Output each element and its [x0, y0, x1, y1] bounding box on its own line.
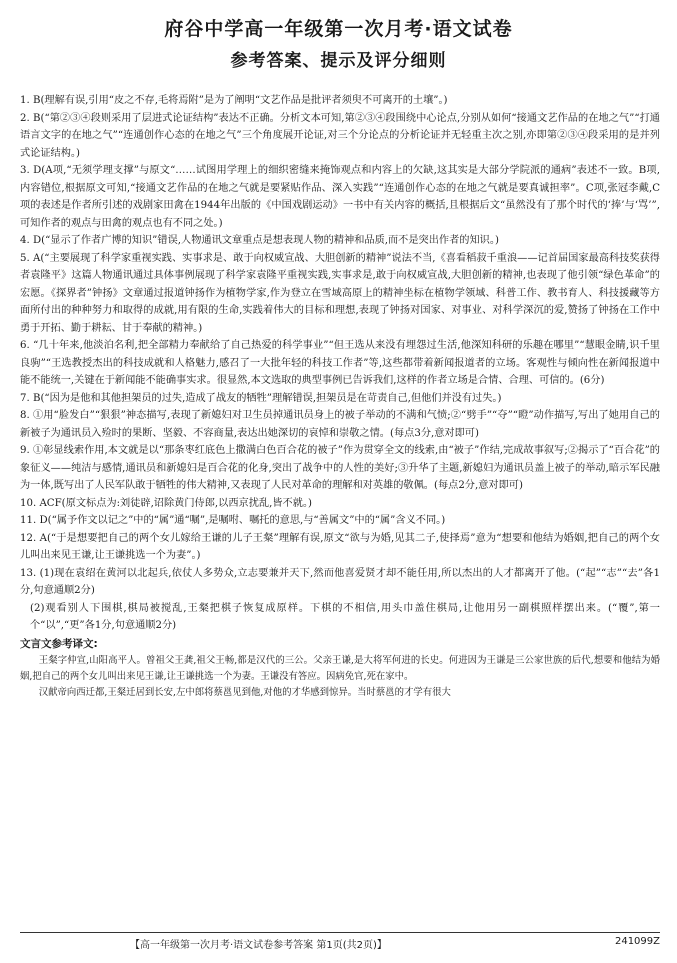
footer-page-info: 【高一年级第一次月考·语文试卷参考答案 第1页(共2页)】 [130, 940, 387, 951]
page-title: 府谷中学高一年级第一次月考·语文试卷 [164, 18, 513, 40]
translation-paragraph-1: 王粲字仲宣,山阳高平人。曾祖父王龚,祖父王畅,都是汉代的三公。父亲王谦,是大将军何进的长史。何进因为王谦是三公家世族的后代,想要和他结为婚姻,把自己的两个女儿叫出来见王谦,让王谦挑选一个为妻。王谦没有答应。因病免官,死在家中。 [20, 655, 660, 682]
translation-heading: 文言文参考译文: [20, 637, 98, 650]
translation-paragraph-2: 汉献帝向西迁都,王粲迁居到长安,左中郎将蔡邕见到他,对他的才华感到惊异。当时蔡邕的才学有很大 [38, 687, 451, 698]
answer-4: 4. D(“显示了作者广博的知识”错误,人物通讯文章重点是想表现人物的精神和品质,而不是突出作者的知识。) [20, 235, 499, 246]
answer-6: 6. “几十年来,他淡泊名利,把全部精力奉献给了自己热爱的科学事业”“但王选从来没有埋怨过生活,他深知科研的乐趣在哪里”“慧眼金睛,识千里良驹”“王选教授杰出的科技成就和人格魅力,感召了一大批年轻的科技工作者”等,这些都带着新闻报道者的立场。客观性与倾向性在新闻报道中能不能统一,关键在于新闻能不能确事实求。很显然,本文选取的典型事例已告诉我们,这样的作者立场是合情、合理、可信的。(6分) [20, 340, 660, 386]
answer-12: 12. A(“于是想要把自己的两个女儿嫁给王谦的儿子王粲”理解有误,原文“欲与为婚,见其二子,使择焉”意为“想要和他结为婚姻,把自己的两个女儿叫出来见王谦,让王谦挑选一个为妻”。) [20, 532, 660, 561]
answer-9: 9. ①彰显线索作用,本文就是以“那条枣红底色上撒满白色百合花的被子”作为贯穿全文的线索,由“被子”作结,完成故事叙写;②揭示了“百合花”的象征义——纯洁与感情,通讯员和新媳妇是百合花的化身,突出了战争中的人性的美好;③升华了主题,新媳妇为通讯员盖上被子的举动,暗示军民融为一体,既写出了人民军队敢于牺牲的伟大精神,又表现了人民对革命的理解和对英雄的敬佩。(每点2分,意对即可) [20, 445, 660, 491]
answer-3: 3. D(A项,“无须学理支撑”与原文“……试图用学理上的细织密缝来掩饰观点和内容上的欠缺,这其实是大部分学院派的通病”表述不一致。B项,内容错位,根据原文可知,“接通文艺作品的在地之气就是要紧贴作品、深入实践”“连通创作心态的在地之气就是要真诚担率”。C项,张冠李戴,C项的表述是作者所引述的戏剧家田禽在1944年出版的《中国戏剧运动》一书中有关内容的概括,且根据后文“虽然没有了那个时代的‘捧’与‘骂’”,可知作者的观点与田禽的观点也有不同之处。) [20, 165, 660, 229]
footer-divider [20, 932, 660, 933]
answer-2: 2. B(“第②③④段则采用了层进式论证结构”表达不正确。分析文本可知,第②③④段围绕中心论点,分别从如何“接通文艺作品的在地之气”“打通语言文字的在地之气”“连通创作心态的在地之气”三个角度展开论证,对三个分论点的分析论证并无轻重主次之别,亦即第②③④段采用的是并列式论证结构。) [20, 112, 660, 159]
answer-8: 8. ①用“脸发白”“狠狠”神态描写,表现了新媳妇对卫生员掉通讯员身上的被子举动的不满和气愤;②“劈手”“夺”“瞪”动作描写,写出了她用自己的新被子为通讯员入殓时的果断、坚毅、不容商量,表达出她深切的哀悼和崇敬之情。(每点3分,意对即可) [20, 410, 660, 439]
answer-13-2: (2)观看别人下围棋,棋局被搅乱,王粲把棋子恢复成原样。下棋的不相信,用头巾盖住棋局,让他用另一副棋照样摆出来。(“覆”,第一个“以”,“更”各1分,句意通顺2分) [30, 602, 660, 631]
answer-13-1: 13. (1)现在袁绍在黄河以北起兵,依仗人多势众,立志要兼并天下,然而他喜爱贤才却不能任用,所以杰出的人才都离开了他。(“起”“志”“去”各1分,句意通顺2分) [20, 567, 660, 596]
answer-11: 11. D(“属予作文以记之”中的“属”通“嘱”,是嘱咐、嘱托的意思,与“善属文”中的“属”含义不同。) [20, 515, 446, 526]
answer-1: 1. B(理解有误,引用“皮之不存,毛将焉附”是为了阐明“文艺作品是批评者须臾不可离开的土壤”。) [20, 95, 448, 106]
answer-5: 5. A(“主要展现了科学家重视实践、实事求是、敢于向权威宣战、大胆创新的精神”说法不当,《喜看稻菽千重浪——记首届国家最高科技奖获得者袁隆平》这篇人物通讯通过具体事例展现了科学家袁隆平重视实践,实事求是,敢于向权威宣战,大胆创新的精神,也表现了他引领“绿色革命”的宏愿。《探界者”钟扬》文章通过报道钟扬作为植物学家,作为登立在雪域高原上的精神坐标在植物学领域、科普工作、教书育人、科技援藏等方面所付出的种种努力和取得的成就,用有限的生命,实践着伟大的目标和理想,表现了钟扬对国家、对事业、对科学深沉的爱,赞扬了钟扬在工作中勇于开拓、勤于耕耘、甘于奉献的精神。) [20, 252, 660, 334]
footer-code: 241099Z [614, 936, 660, 947]
answer-7: 7. B(“因为是他和其他担架员的过失,造成了战友的牺牲”理解错误,担架员是在苛责自己,但他们并没有过失。) [20, 392, 502, 404]
page-subtitle: 参考答案、提示及评分细则 [230, 51, 447, 71]
answers-body [20, 92, 660, 701]
answer-10: 10. ACF(原文标点为:刘徒辟,诏除黄门侍郎,以西京扰乱,皆不就。) [20, 497, 312, 509]
